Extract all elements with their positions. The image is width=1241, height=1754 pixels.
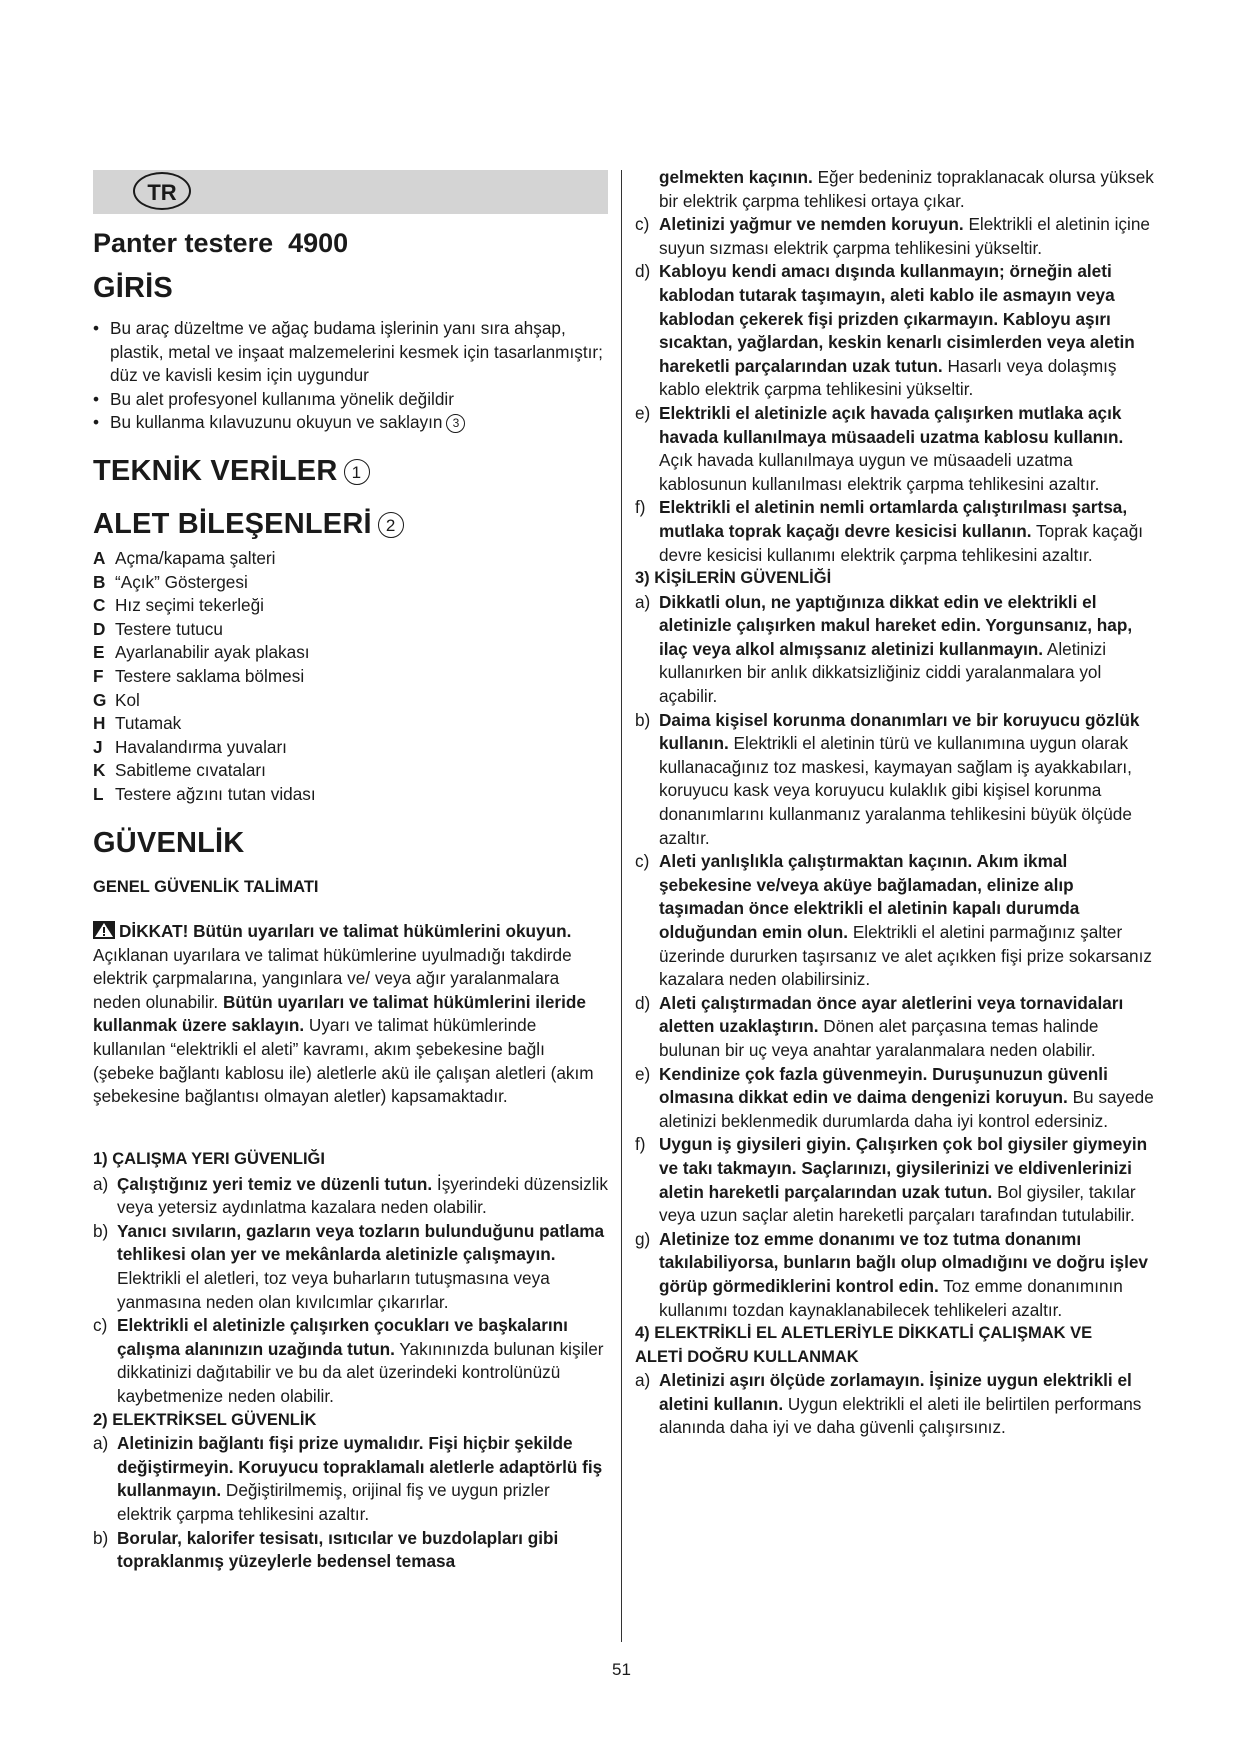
list-item — [635, 850, 1155, 992]
intro-heading-wrap — [93, 272, 173, 305]
part-key: C — [93, 595, 106, 616]
part-label: Sabitleme cıvataları — [115, 760, 266, 781]
item-bold: Elektrikli el aletinin nemli ortamlarda çalıştırılması şartsa, mutlaka toprak kaçağı devre kesicisi kullanın. — [659, 497, 1128, 541]
ref-badge: 1 — [344, 459, 370, 485]
item-bold: Uygun iş giysileri giyin. Çalışırken çok bol giysiler giymeyin ve takı takmayın. Saçlarınızı, giysilerinizi ve eldivenlerinizi aletin hareketli parçalarından uzak tutun. — [659, 1134, 1148, 1202]
intro-bullet: • Bu alet profesyonel kullanıma yönelik değildir — [93, 388, 608, 412]
item-bold: Elektrikli el aletinizle çalışırken çocukları ve başkalarını çalışma alanınızın uzağında tutun. — [117, 1315, 568, 1359]
part-label: Ayarlanabilir ayak plakası — [115, 642, 310, 663]
intro-bullet-text: Bu kullanma kılavuzunu okuyun ve saklayın — [110, 412, 443, 433]
list-item — [93, 759, 608, 783]
item-text: Toz emme donanımının kullanımı tozdan kaynaklanabilecek tehlikeleri azaltır. — [659, 1275, 1123, 1320]
item-bold: gelmekten kaçının. — [659, 167, 813, 187]
list-item — [93, 571, 608, 595]
item-label: b) — [635, 709, 651, 730]
item-label: c) — [635, 851, 650, 872]
part-key: H — [93, 713, 106, 734]
warning-bold-2: Bütün uyarıları ve talimat hükümlerini ileride kullanmak üzere saklayın. — [93, 991, 586, 1036]
part-key: A — [93, 548, 106, 568]
ref-badge: 2 — [378, 512, 404, 538]
safety-heading: GÜVENLİK — [93, 827, 245, 859]
list-item — [93, 689, 608, 713]
item-label: g) — [635, 1228, 651, 1249]
list-item — [635, 992, 1155, 1063]
work-area-section — [93, 1148, 608, 1574]
list-item — [635, 1133, 1155, 1227]
item-label: b) — [93, 1220, 109, 1241]
item-text: Açık havada kullanılmaya uygun ve müsaadeli uzatma kablosunun kullanılması elektrik çarpma tehlikesini azaltır. — [659, 450, 1100, 494]
list-item — [93, 712, 608, 736]
work-heading: 1) ÇALIŞMA YERI GÜVENLIĞI — [93, 1150, 325, 1168]
list-item — [93, 1432, 608, 1526]
item-bold: Yanıcı sıvıların, gazların veya tozların bulunduğunu patlama tehlikesi olan yer ve mekânlarda aletinizle çalışmayın. — [117, 1220, 605, 1265]
part-key: G — [93, 689, 107, 710]
item-bold: Aletinizi aşırı ölçüde zorlamayın. İşinize uygun elektrikli el aletini kullanın. — [659, 1370, 1132, 1414]
part-key: F — [93, 665, 104, 686]
item-bold: Aletinizin bağlantı fişi prize uymalıdır. Fişi hiçbir şekilde değiştirmeyin. Koruyucu topraklamalı aletlerle adaptörlü fiş kullanmayın. — [117, 1433, 603, 1501]
item-text: Hasarlı veya dolaşmış kablo elektrik çarpma tehlikesini yükseltir. — [659, 355, 1117, 400]
tool-heading: 4) ELEKTRİKLİ EL ALETLERİYLE DİKKATLİ ÇALIŞMAK VE ALETİ DOĞRU KULLANMAK — [635, 1324, 1093, 1366]
part-label: Havalandırma yuvaları — [115, 736, 287, 757]
list-item-continued — [635, 166, 1155, 213]
list-item — [635, 213, 1155, 260]
intro-heading: GİRİS — [93, 272, 173, 304]
parts-heading-wrap — [93, 508, 404, 541]
item-bold: Aleti çalıştırmadan önce ayar aletlerini veya tornavidaları aletten uzaklaştırın. — [659, 992, 1124, 1037]
list-item — [635, 260, 1155, 402]
part-key: L — [93, 783, 104, 804]
list-item — [635, 1063, 1155, 1134]
part-label: Açma/kapama şalteri — [115, 548, 276, 568]
right-column — [635, 166, 1155, 1440]
item-bold: Dikkatli olun, ne yaptığınıza dikkat edin ve elektrikli el aletinizle çalışırken makul hareket edin. Yorgunsanız, hap, ilaç veya alkol almışsanız aletinizi kullanmayın. — [659, 591, 1133, 659]
part-key: E — [93, 642, 105, 663]
item-bold: Borular, kalorifer tesisatı, ısıtıcılar ve buzdolapları gibi topraklanmış yüzeylerle bedensel temasa — [117, 1527, 559, 1572]
list-item — [93, 1220, 608, 1314]
item-text: Elektrikli el aletini parmağınız şalter üzerinde dururken taşırsanız ve alet açıkken fişi prize sokarsanız kazalara neden olabilirsiniz. — [659, 922, 1152, 990]
person-heading: 3) KİŞİLERİN GÜVENLİĞİ — [635, 569, 832, 588]
list-item — [93, 641, 608, 665]
item-label: a) — [635, 591, 651, 612]
part-label: Tutamak — [115, 713, 182, 734]
item-bold: Kendinize çok fazla güvenmeyin. Duruşunuzun güvenli olmasına dikkat edin ve daima dengenizi koruyun. — [659, 1063, 1108, 1108]
ref-badge: 3 — [446, 414, 465, 433]
item-label: a) — [93, 1433, 109, 1454]
part-key: J — [93, 736, 103, 757]
list-item — [635, 1369, 1155, 1440]
item-text: Uygun elektrikli el aleti ile belirtilen performans alanında daha iyi ve daha güvenli çalışırsınız. — [659, 1393, 1142, 1438]
part-label: Kol — [115, 689, 140, 710]
part-key: K — [93, 760, 106, 781]
item-label: d) — [635, 992, 651, 1013]
column-divider — [621, 170, 622, 1642]
list-item — [635, 591, 1155, 709]
page-number: 51 — [612, 1660, 631, 1679]
list-item — [635, 1228, 1155, 1322]
part-label: Testere tutucu — [115, 618, 223, 639]
list-item — [93, 1314, 608, 1408]
item-text: Elektrikli el aletleri, toz veya buharların tutuşmasına veya yanmasına neden olan kıvılcımlar çıkarırlar. — [117, 1267, 550, 1312]
item-bold: Aletinizi yağmur ve nemden koruyun. — [659, 214, 964, 235]
item-label: c) — [93, 1315, 108, 1336]
list-item — [635, 402, 1155, 496]
item-label: f) — [635, 1134, 646, 1155]
list-item — [93, 1527, 608, 1574]
part-label: “Açık” Göstergesi — [115, 571, 248, 592]
item-bold: Kabloyu kendi amacı dışında kullanmayın; örneğin aleti kablodan tutarak taşımayın, aleti kablo ile asmayın veya kablodan çekerek fişi prizden çıkarmayın. Kabloyu aşırı sıcaktan, yağlardan, keskin kenarlı cisimlerden veya aletin hareketli parçalarından uzak tutun. — [659, 261, 1135, 376]
item-bold: Aletinize toz emme donanımı ve toz tutma donanımı takılabiliyorsa, bunların bağlı olup olmadığını ve doğru işlev görüp görmediklerini kontrol edin. — [659, 1228, 1148, 1296]
part-label: Testere ağzını tutan vidası — [115, 783, 316, 804]
item-text: Değiştirilmemiş, orijinal fiş ve uygun prizler elektrik çarpma tehlikesini azaltır. — [117, 1480, 550, 1524]
list-item — [635, 709, 1155, 851]
item-text: Yakınınızda bulunan kişiler dikkatinizi dağıtabilir ve bu da alet üzerindeki kontrolünüzü kaybetmenize neden olabilir. — [117, 1338, 604, 1406]
intro-bullets — [93, 317, 608, 435]
language-header-bar — [93, 170, 608, 214]
item-bold: Çalıştığınız yeri temiz ve düzenli tutun. — [117, 1173, 433, 1194]
item-text: Eğer bedeniniz topraklanacak olursa yüksek bir elektrik çarpma tehlikesi ortaya çıkar. — [659, 167, 1154, 211]
intro-bullet: • Bu araç düzeltme ve ağaç budama işlerinin yanı sıra ahşap, plastik, metal ve inşaat malzemelerini kesmek için tasarlanmıştır; düz ve kavisli kesim için uygundur — [93, 317, 608, 388]
part-key: D — [93, 618, 106, 639]
item-text: Bol giysiler, takılar veya uzun saçlar aletin hareketli parçaları tarafından tutulabilir. — [659, 1181, 1136, 1226]
list-item — [93, 1173, 608, 1220]
item-label: e) — [635, 1063, 651, 1084]
list-item — [93, 736, 608, 760]
item-text: Elektrikli el aletinin içine suyun sızması elektrik çarpma tehlikesini yükseltir. — [659, 214, 1150, 258]
part-label: Testere saklama bölmesi — [115, 665, 305, 686]
item-label: a) — [635, 1370, 651, 1391]
part-key: B — [93, 571, 106, 592]
language-badge: TR — [133, 172, 191, 210]
list-item — [93, 783, 608, 807]
warning-text-1: Açıklanan uyarılara ve talimat hükümlerine uyulmadığı takdirde elektrik çarpmalarına, yangınlara ve/ veya ağır yaralanmalara neden olunabilir. — [93, 944, 572, 1012]
list-item — [93, 665, 608, 689]
left-top — [93, 228, 608, 259]
parts-heading — [93, 508, 404, 541]
item-label: c) — [635, 214, 650, 235]
item-text: Elektrikli el aletinin türü ve kullanımına uygun olarak kullanacağınız toz maskesi, kaymayan sağlam iş ayakkabıları, koruyucu kask veya koruyucu kulaklık gibi kişisel korunma donanımlarını kullanmanız yaralanma tehlikesini büyük ölçüde azaltır. — [659, 733, 1132, 848]
item-label: b) — [93, 1527, 109, 1548]
safety-heading-wrap — [93, 827, 244, 860]
item-text: Bu sayede aletinizi beklenmedik durumlarda daha iyi kontrol edersiniz. — [659, 1087, 1154, 1131]
item-text: İşyerindeki düzensizlik veya yetersiz aydınlatma kazalara neden olabilir. — [117, 1173, 608, 1218]
list-item — [93, 618, 608, 642]
item-label: f) — [635, 497, 646, 518]
tech-heading — [93, 455, 370, 488]
item-label: d) — [635, 261, 651, 282]
list-item — [93, 594, 608, 618]
item-bold: Elektrikli el aletinizle açık havada çalışırken mutlaka açık havada kullanılmaya müsaadeli uzatma kablosu kullanın. — [659, 402, 1124, 447]
item-label: e) — [635, 402, 651, 423]
part-label: Hız seçimi tekerleği — [115, 595, 264, 616]
tech-heading-text: TEKNİK VERİLER — [93, 455, 338, 487]
parts-list — [93, 547, 608, 807]
item-text: Dönen alet parçasına temas halinde bulunan bir uç veya anahtar yaralanmalara neden olabilir. — [659, 1016, 1099, 1060]
item-label: a) — [93, 1173, 109, 1194]
list-item — [93, 547, 608, 571]
parts-heading-text: ALET BİLEŞENLERİ — [93, 508, 372, 540]
warning-icon — [93, 921, 115, 939]
intro-bullet — [93, 411, 608, 435]
list-item — [635, 496, 1155, 567]
item-bold: Daima kişisel korunma donanımları ve bir koruyucu gözlük kullanın. — [659, 709, 1140, 754]
page-title: Panter testere 4900 — [93, 228, 349, 258]
warning-bold-1: DİKKAT! Bütün uyarıları ve talimat hükümlerini okuyun. — [119, 921, 572, 941]
tech-heading-wrap — [93, 455, 370, 488]
general-safety-heading: GENEL GÜVENLİK TALİMATI — [93, 878, 319, 896]
item-bold: Aleti yanlışlıkla çalıştırmaktan kaçının. Akım ikmal şebekesine ve/veya aküye bağlamadan, elinize alıp taşımadan önce elektrikli el aletinin kapalı durumda olduğundan emin olun. — [659, 851, 1080, 942]
elec-heading: 2) ELEKTRİKSEL GÜVENLİK — [93, 1410, 317, 1429]
warning-text-2: Uyarı ve talimat hükümlerinde kullanılan “elektrikli el aleti” kavramı, akım şebekesine bağlı (şebeke bağlantı kablosu ile) aletlerle akü ile çalışan aletleri (akım şebekesine bağlantısı olmayan aletler) kapsamaktadır. — [93, 1015, 594, 1107]
warning-paragraph — [93, 920, 608, 1109]
item-text: Aletinizi kullanırken bir anlık dikkatsizliğiniz ciddi yaralanmalara yol açabilir. — [659, 638, 1107, 707]
item-text: Toprak kaçağı devre kesicisi kullanımı elektrik çarpma tehlikesini azaltır. — [659, 520, 1144, 565]
